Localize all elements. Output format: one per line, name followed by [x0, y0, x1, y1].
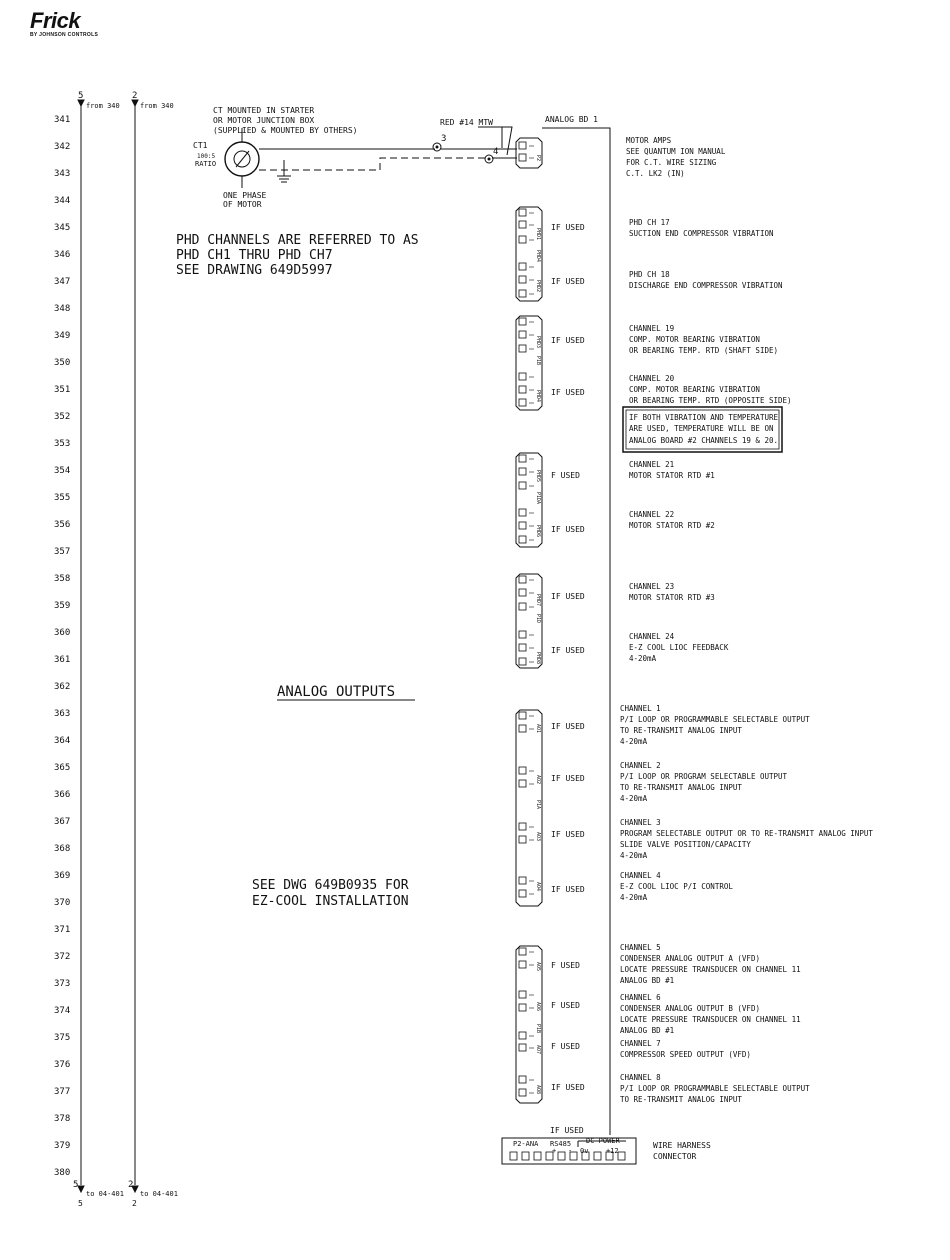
phd-note-line-2: PHD CH1 THRU PHD CH7 — [176, 248, 333, 263]
terminal-pin — [519, 1076, 526, 1083]
if-used-label: IF USED — [551, 1083, 585, 1092]
plus-label: + — [552, 1147, 557, 1155]
connector-pin-label: AO2 — [535, 775, 541, 785]
connector-blocks — [516, 138, 542, 1103]
line-number: 372 — [54, 952, 71, 962]
channel-description-line: P/I LOOP OR PROGRAM SELECTABLE OUTPUT — [620, 772, 788, 781]
channel-description-line: PROGRAM SELECTABLE OUTPUT OR TO RE-TRANSMIT ANALOG INPUT — [620, 829, 873, 838]
terminal-pin — [519, 823, 526, 830]
terminal-pin — [519, 509, 526, 516]
connector-pin-label: P1A — [535, 800, 541, 810]
terminal-pin — [519, 1089, 526, 1096]
connector-pin-label: P2 — [535, 155, 541, 162]
dc-power-label: DC POWER — [586, 1137, 620, 1145]
if-used-label: F USED — [551, 1001, 580, 1010]
if-used-label: IF USED — [551, 223, 585, 232]
line-number: 369 — [54, 871, 71, 881]
line-number-column — [54, 115, 70, 1178]
terminal-pin — [519, 154, 526, 161]
line-number: 375 — [54, 1033, 71, 1043]
p2-ana-label: P2-ANA — [513, 1140, 539, 1148]
ezcool-note-line-1: SEE DWG 649B0935 FOR — [252, 878, 409, 893]
channel-description-line: CHANNEL 8 — [620, 1073, 661, 1082]
terminal-pin — [519, 522, 526, 529]
connector-pin-label: AO7 — [535, 1045, 541, 1055]
line-number: 374 — [54, 1006, 71, 1016]
channel-description-line: CHANNEL 21 — [629, 460, 675, 469]
phase-line-1: ONE PHASE — [223, 191, 267, 200]
connector-pin-label: PHD4 — [535, 390, 541, 403]
channel-description-line: CHANNEL 3 — [620, 818, 661, 827]
rail-left-bottom-to: to 04-401 — [86, 1190, 124, 1198]
if-used-label: IF USED — [551, 388, 585, 397]
rail-right-top-from: from 340 — [140, 102, 174, 110]
channel-description-line: C.T. LK2 (IN) — [626, 169, 685, 178]
line-number: 364 — [54, 736, 71, 746]
connector-pin-label: PHD7 — [535, 594, 541, 607]
channel-description-line: 4-20mA — [620, 851, 648, 860]
channel-description-line: CHANNEL 5 — [620, 943, 661, 952]
line-number: 365 — [54, 763, 71, 773]
line-number: 348 — [54, 304, 71, 314]
line-number: 346 — [54, 250, 71, 260]
connector-pin-label: AO5 — [535, 962, 541, 972]
line-number: 378 — [54, 1114, 71, 1124]
terminal-pin — [519, 725, 526, 732]
connector-pin-label: P1DA — [535, 492, 541, 505]
connector-pin-label: P1B — [535, 356, 541, 366]
channel-description-line: MOTOR AMPS — [626, 136, 672, 145]
plus12-label: +12 — [606, 1147, 619, 1155]
terminal-pin — [519, 836, 526, 843]
channel-description-line: CHANNEL 6 — [620, 993, 661, 1002]
if-used-label: IF USED — [551, 885, 585, 894]
connector-pin-label: AO1 — [535, 724, 541, 734]
if-used-label: IF USED — [551, 646, 585, 655]
terminal-pin — [519, 290, 526, 297]
ct-mounted-line-1: CT MOUNTED IN STARTER — [213, 106, 315, 115]
ct-mounted-line-3: (SUPPLIED & MOUNTED BY OTHERS) — [213, 126, 358, 135]
line-number: 354 — [54, 466, 71, 476]
channel-description-line: PHD CH 17 — [629, 218, 670, 227]
connector-pin-label: PHD1 — [535, 228, 541, 241]
rail-left-top-num: 5 — [78, 91, 84, 101]
line-number: 380 — [54, 1168, 71, 1178]
line-number: 349 — [54, 331, 71, 341]
line-number: 359 — [54, 601, 71, 611]
terminal-pin — [519, 221, 526, 228]
rail-right-bottom-to: to 04-401 — [140, 1190, 178, 1198]
terminal-pin — [519, 1032, 526, 1039]
connector-pin-label: P1B — [535, 1024, 541, 1034]
connector-pin-label: PHD3 — [535, 336, 541, 349]
ct-ratio-label: RATIO — [195, 160, 217, 168]
terminal-pin — [519, 631, 526, 638]
channel-description-line: COMP. MOTOR BEARING VIBRATION — [629, 385, 760, 394]
connector-pin-label: AO8 — [535, 1085, 541, 1095]
channel-description-line: TO RE-TRANSMIT ANALOG INPUT — [620, 1095, 742, 1104]
if-used-label: IF USED — [551, 774, 585, 783]
connector-block — [516, 138, 542, 168]
harness-pin — [618, 1152, 625, 1160]
connector-pin-label: AO4 — [535, 882, 541, 892]
if-used-label: IF USED — [551, 525, 585, 534]
channel-description-line: LOCATE PRESSURE TRANSDUCER ON CHANNEL 11 — [620, 965, 801, 974]
terminal-pin — [519, 276, 526, 283]
connector-pin-label: P1D — [535, 614, 541, 624]
channel-description-line: DISCHARGE END COMPRESSOR VIBRATION — [629, 281, 783, 290]
terminal-pin — [519, 576, 526, 583]
line-number: 377 — [54, 1087, 71, 1097]
line-number: 355 — [54, 493, 71, 503]
channel-description-line: ANALOG BD #1 — [620, 976, 675, 985]
harness-pin — [594, 1152, 601, 1160]
terminal-pin — [519, 536, 526, 543]
terminal-pin — [519, 712, 526, 719]
line-number: 345 — [54, 223, 71, 233]
terminal-pin — [519, 142, 526, 149]
terminal-pin — [519, 1004, 526, 1011]
connector-pin-label: PHD6 — [535, 525, 541, 538]
rs485-label: RS485 — [550, 1140, 572, 1148]
channel-description-line: SEE QUANTUM ION MANUAL — [626, 147, 726, 156]
line-number: 366 — [54, 790, 71, 800]
terminal-pin — [519, 373, 526, 380]
line-number: 368 — [54, 844, 71, 854]
board-title: ANALOG BD 1 — [545, 115, 598, 124]
channel-description-line: P/I LOOP OR PROGRAMMABLE SELECTABLE OUTPUT — [620, 1084, 810, 1093]
box-note-line-1: IF BOTH VIBRATION AND TEMPERATURE — [629, 413, 779, 422]
line-number: 358 — [54, 574, 71, 584]
channel-description-line: ANALOG BD #1 — [620, 1026, 675, 1035]
channel-description-line: CHANNEL 1 — [620, 704, 661, 713]
line-number: 373 — [54, 979, 71, 989]
line-number: 347 — [54, 277, 71, 287]
terminal-pin — [519, 209, 526, 216]
channel-description-line: CHANNEL 2 — [620, 761, 661, 770]
logo-brand: Frick — [30, 8, 81, 33]
harness-pin — [522, 1152, 529, 1160]
channel-description-line: CONDENSER ANALOG OUTPUT B (VFD) — [620, 1004, 760, 1013]
channel-description-line: P/I LOOP OR PROGRAMMABLE SELECTABLE OUTPUT — [620, 715, 810, 724]
terminal-pin — [519, 318, 526, 325]
terminal-pin — [519, 603, 526, 610]
channel-description-line: CHANNEL 23 — [629, 582, 675, 591]
terminal-pin — [519, 961, 526, 968]
channel-description-line: MOTOR STATOR RTD #2 — [629, 521, 715, 530]
wire-label: RED #14 MTW — [440, 118, 493, 127]
channel-description-line: E-Z COOL LIOC FEEDBACK — [629, 643, 729, 652]
ezcool-note-line-2: EZ-COOL INSTALLATION — [252, 894, 409, 909]
connector-pin-label: PHD5 — [535, 470, 541, 483]
terminal-pin — [519, 644, 526, 651]
rail-right-top-num: 2 — [132, 91, 138, 101]
connector-pin-label: AO6 — [535, 1002, 541, 1012]
connector-pin-label: PHD4 — [535, 250, 541, 263]
analog-outputs-heading: ANALOG OUTPUTS — [277, 684, 396, 700]
current-transformer — [225, 127, 517, 188]
terminal-pin — [519, 991, 526, 998]
box-note-line-2: ARE USED, TEMPERATURE WILL BE ON — [629, 424, 774, 433]
terminal-pin — [519, 236, 526, 243]
phase-line-2: OF MOTOR — [223, 200, 262, 209]
if-used-labels — [551, 223, 585, 1092]
if-used-label: IF USED — [551, 592, 585, 601]
terminal-pin — [519, 780, 526, 787]
terminal-pin — [519, 658, 526, 665]
line-number: 367 — [54, 817, 71, 827]
line-number: 356 — [54, 520, 71, 530]
terminal-pin — [519, 455, 526, 462]
channel-description-line: MOTOR STATOR RTD #3 — [629, 593, 715, 602]
terminal-pin — [519, 1044, 526, 1051]
ct-mounted-line-2: OR MOTOR JUNCTION BOX — [213, 116, 315, 125]
line-number: 357 — [54, 547, 71, 557]
final-if-used: IF USED — [550, 1126, 584, 1135]
terminal-pin — [519, 399, 526, 406]
channel-description-line: FOR C.T. WIRE SIZING — [626, 158, 717, 167]
ct-ratio-value: 100:5 — [197, 153, 216, 160]
line-number: 362 — [54, 682, 71, 692]
if-used-label: IF USED — [551, 277, 585, 286]
line-number: 342 — [54, 142, 71, 152]
channel-description-line: COMPRESSOR SPEED OUTPUT (VFD) — [620, 1050, 751, 1059]
channel-description-line: 4-20mA — [620, 794, 648, 803]
channel-description-line: CHANNEL 24 — [629, 632, 675, 641]
connector-pin-label: PHD2 — [535, 280, 541, 293]
harness-pin — [510, 1152, 517, 1160]
channel-description-line: SUCTION END COMPRESSOR VIBRATION — [629, 229, 774, 238]
terminal-pin — [519, 386, 526, 393]
channel-description-line: TO RE-TRANSMIT ANALOG INPUT — [620, 783, 742, 792]
power-rails — [78, 100, 138, 1192]
box-note-line-3: ANALOG BOARD #2 CHANNELS 19 & 20. — [629, 436, 779, 445]
channel-description-line: TO RE-TRANSMIT ANALOG INPUT — [620, 726, 742, 735]
rail-left-bottom-num2: 5 — [78, 1199, 83, 1208]
channel-description-line: LOCATE PRESSURE TRANSDUCER ON CHANNEL 11 — [620, 1015, 801, 1024]
terminal-pin — [519, 331, 526, 338]
line-number: 379 — [54, 1141, 71, 1151]
channel-description-line: SLIDE VALVE POSITION/CAPACITY — [620, 840, 751, 849]
channel-description-line: COMP. MOTOR BEARING VIBRATION — [629, 335, 760, 344]
line-number: 371 — [54, 925, 71, 935]
rail-right-bottom-num: 2 — [128, 1180, 134, 1190]
if-used-label: IF USED — [551, 336, 585, 345]
channel-description-line: E-Z COOL LIOC P/I CONTROL — [620, 882, 733, 891]
if-used-label: IF USED — [551, 722, 585, 731]
channel-description-line: CHANNEL 4 — [620, 871, 661, 880]
terminal-pin — [519, 767, 526, 774]
terminal-pin — [519, 468, 526, 475]
if-used-label: F USED — [551, 961, 580, 970]
ct1-label: CT1 — [193, 141, 208, 150]
channel-description-line: MOTOR STATOR RTD #1 — [629, 471, 715, 480]
node-3: 3 — [441, 134, 447, 144]
phd-note-line-3: SEE DRAWING 649D5997 — [176, 263, 333, 278]
terminal-pin — [519, 263, 526, 270]
wire-harness-line-1: WIRE HARNESS — [653, 1141, 711, 1150]
terminal-pin — [519, 482, 526, 489]
line-number: 353 — [54, 439, 71, 449]
channel-description-line: OR BEARING TEMP. RTD (SHAFT SIDE) — [629, 346, 779, 355]
channel-description-line: PHD CH 18 — [629, 270, 670, 279]
minus-label: - — [568, 1147, 573, 1155]
channel-description-line: OR BEARING TEMP. RTD (OPPOSITE SIDE) — [629, 396, 792, 405]
line-number: 361 — [54, 655, 71, 665]
logo-subtitle: BY JOHNSON CONTROLS — [30, 32, 99, 38]
line-number: 343 — [54, 169, 71, 179]
harness-pin — [534, 1152, 541, 1160]
line-number: 360 — [54, 628, 71, 638]
line-number: 363 — [54, 709, 71, 719]
terminal-pin — [519, 877, 526, 884]
channel-descriptions — [620, 136, 873, 1104]
channel-description-line: CONDENSER ANALOG OUTPUT A (VFD) — [620, 954, 760, 963]
terminal-pin — [519, 890, 526, 897]
channel-description-line: 4-20mA — [620, 737, 648, 746]
node-4: 4 — [493, 147, 499, 157]
line-number: 344 — [54, 196, 71, 206]
connector-pin-label: AO3 — [535, 832, 541, 842]
terminal-pin — [519, 948, 526, 955]
line-number: 350 — [54, 358, 71, 368]
if-used-label: F USED — [551, 1042, 580, 1051]
zero-v-label: 0v — [580, 1147, 589, 1155]
if-used-label: F USED — [551, 471, 580, 480]
rail-left-top-from: from 340 — [86, 102, 120, 110]
channel-description-line: CHANNEL 7 — [620, 1039, 661, 1048]
terminal-pin — [519, 345, 526, 352]
harness-pin — [558, 1152, 565, 1160]
if-used-label: IF USED — [551, 830, 585, 839]
channel-description-line: CHANNEL 20 — [629, 374, 675, 383]
wire-harness-line-2: CONNECTOR — [653, 1152, 697, 1161]
channel-description-line: CHANNEL 19 — [629, 324, 675, 333]
rail-right-bottom-num2: 2 — [132, 1199, 137, 1208]
terminal-pin — [519, 589, 526, 596]
channel-description-line: 4-20mA — [629, 654, 657, 663]
connector-pin-label: PHD8 — [535, 652, 541, 665]
line-number: 351 — [54, 385, 71, 395]
rail-left-bottom-num: 5 — [73, 1180, 79, 1190]
channel-description-line: 4-20mA — [620, 893, 648, 902]
line-number: 352 — [54, 412, 71, 422]
line-number: 376 — [54, 1060, 71, 1070]
line-number: 370 — [54, 898, 71, 908]
channel-description-line: CHANNEL 22 — [629, 510, 675, 519]
phd-note-line-1: PHD CHANNELS ARE REFERRED TO AS — [176, 233, 419, 248]
line-number: 341 — [54, 115, 71, 125]
